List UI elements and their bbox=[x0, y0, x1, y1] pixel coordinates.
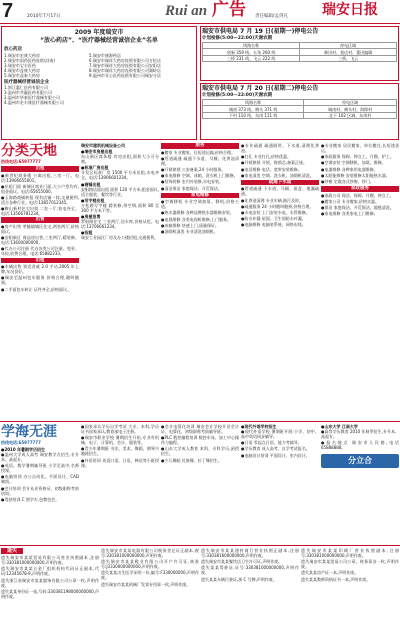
rooms-block bbox=[81, 149, 159, 164]
ad-item: 遗失某某教师资格证书一本,声明作废。 bbox=[301, 576, 371, 582]
ad-item: ●空调安装 空调移机、加氨、维修。 bbox=[321, 160, 386, 166]
ad-item: ●驾驶培训 C 照学车,包教包会。 bbox=[1, 496, 60, 502]
list-item: 2.温州市华泰医疗器械有限公司 bbox=[4, 95, 60, 101]
ad-item: ●鞍山新村住宅出租 二室一厅,家电齐全。电话:13566781234。 bbox=[1, 206, 79, 217]
ad-item: ●电脑维修 电脑装系统、网络布线。 bbox=[241, 222, 306, 228]
list-item: 4.温州市宏丰康医疗器械有限公司 bbox=[4, 100, 64, 106]
table-row bbox=[203, 55, 397, 62]
rooms-block bbox=[81, 230, 159, 240]
ad-item: ●开锁换锁 开锁、换锁芯,备案正规。 bbox=[241, 160, 308, 166]
rooms-block bbox=[81, 214, 159, 229]
ad-heading: ●标准厂房出租 bbox=[81, 165, 109, 171]
table-header: 线路名称 bbox=[203, 99, 304, 106]
classified-column-5 bbox=[321, 143, 399, 418]
ad-heading: ●房屋急售 bbox=[81, 213, 101, 219]
ad-item: ●管道疏通 疏通下水道、马桶、化粪池清理。 bbox=[161, 155, 239, 166]
section-header: 服务 bbox=[161, 143, 239, 149]
list-item: 9.温州市亚心医药连锁有限公司瑞安分店 bbox=[89, 72, 161, 78]
study-heading: ●现代外语学校招生 bbox=[241, 424, 277, 429]
ad-item: 遗失瑞安市某某五金厂组织机构代码证正副本,代码:12345678-9,声明作废。 bbox=[1, 566, 99, 577]
ad-item: 遗失瑞安市某某印刷厂营业执照副本,注册号:330381000000000,声明作废。 bbox=[301, 548, 399, 558]
ad-item: ●出租门面 新城区商业门面,大小户型均有,租金面议。电话:65655000。 bbox=[1, 183, 79, 194]
study-hotline: 热线电话:65977777 bbox=[1, 440, 41, 445]
ad-item: ●家电维修 空调、冰箱、洗衣机上门维修。 bbox=[161, 173, 238, 179]
classified-hotline: 热线电话:65977777 bbox=[1, 159, 41, 164]
ad-item: 瑞安工业园区厂房及办公楼招租,交通便利。 bbox=[81, 235, 159, 241]
ad-item: ●新世纪商务楼 公寓出租,三房一厅。电话:13906655001。 bbox=[1, 172, 79, 183]
list-item: 3.温州市共赢医药有限公司 bbox=[4, 90, 52, 96]
table-header: 停电区域 bbox=[300, 42, 397, 49]
list-item: 8.瑞安市瑞祥大药房连锁有限公司湖岭店 bbox=[89, 67, 161, 73]
ad-item: 遗失某某驾驶证,证号:330381000000000,声明作废。 bbox=[201, 565, 299, 576]
ad-item: 遗失某某身份证一张,号码:330381198000000000,声明作废。 bbox=[1, 588, 99, 599]
ad-item: ●化粪池清理 专业车辆,抽污及时。 bbox=[241, 197, 304, 203]
lost-column-3 bbox=[201, 548, 299, 640]
section-header: 家电维修 bbox=[161, 193, 239, 199]
ad-item: 罗阳路住宅 三室两厅,送车库,价格从优。电话:13706661234。 bbox=[81, 218, 159, 229]
ad-item: ●热水器维修 各种品牌热水器维修安装。 bbox=[161, 210, 234, 216]
ad-item: 安阳路店面出租 面积 120 平方米,租金面议,适合服装、餐饮等行业。 bbox=[81, 186, 159, 197]
ad-item: ●会计电算化培训 瑞安会计学校开设会计证、电算化、初级职称考前辅导班。 bbox=[161, 424, 239, 434]
list-item: 2.瑞安市国药医药连锁店(南) bbox=[4, 57, 55, 63]
ad-heading: ●招租 bbox=[81, 230, 93, 236]
ad-item: ●电视维修 各类电视机维修,上门服务。 bbox=[161, 216, 232, 222]
ad-item: ●二手面包车转让 证件齐全,价格面议。 bbox=[1, 286, 72, 292]
list-item: 5.瑞安市康源药店 bbox=[89, 52, 121, 58]
ad-item: ●PLC 数控编程培训 数控车床、加工中心操作与编程。 bbox=[161, 435, 239, 446]
ad-item: ●家电维修 各类家电上门维修。 bbox=[321, 211, 378, 217]
lost-column-1 bbox=[1, 548, 99, 640]
table-header: 停电区域 bbox=[304, 99, 397, 106]
ad-item: 东山新区商务楼 有房出租,面积大小可分割。 bbox=[81, 154, 159, 165]
classified-column-2 bbox=[81, 143, 159, 418]
ad-item: ●安阳新区 商品房出售,三室两厅,精装修。电话:13600000000。 bbox=[1, 235, 79, 246]
pharmacy-list-a bbox=[4, 53, 86, 78]
rooms-block bbox=[81, 182, 159, 197]
ad-item: ●少儿舞蹈 民族舞、拉丁舞招生。 bbox=[161, 457, 222, 463]
table-row bbox=[203, 106, 397, 113]
ad-item: ●打孔 专业打孔,价格优惠。 bbox=[241, 154, 292, 160]
ad-item: 遗失瑞安市某某贸易公司公章、财务章各一枚,声明作废。 bbox=[301, 559, 399, 570]
ad-item: ●日语 零起点日语、能力考辅导。 bbox=[241, 440, 302, 446]
section-header: 出租 bbox=[1, 166, 79, 172]
medical-list bbox=[4, 85, 194, 105]
ad-item: 遗失瑞安市某某贸易有限公司营业执照副本,注册号:330381000000000,声明作废。 bbox=[1, 555, 99, 566]
ad-item: ●电话维修 电话、宽带安装维修。 bbox=[241, 166, 302, 172]
ad-item: ●开锁换锁 公安备案,24 小时服务。 bbox=[161, 167, 226, 172]
school-heading: ●山东大学 江南大学 bbox=[321, 424, 358, 429]
section-title: 广告 bbox=[212, 0, 246, 20]
ad-item: ●管道疏通 下水道、马桶、面盆、地漏疏通。 bbox=[241, 186, 319, 197]
newspaper-logo: 瑞安日报 bbox=[322, 2, 378, 18]
table-cell: 城南村、梅头村、海郎村 bbox=[304, 106, 397, 113]
table-header: 线路名称 bbox=[203, 42, 300, 49]
notice-subtitle-pharmacy: 放心药店 bbox=[4, 47, 22, 52]
list-item: 7.瑞安市瑞祥大药房连锁有限公司安阳店 bbox=[89, 62, 161, 68]
power-title: 瑞安市供电局 7 月 20 日(星期二)停电公告 bbox=[202, 85, 319, 92]
ad-item: 遗失瑞安市某某电器有限公司税务登记证正副本,税号:330381000000000,声明作废。 bbox=[101, 548, 199, 558]
ad-intro: 瑞安市建筑机械设备公司 bbox=[81, 143, 125, 148]
lost-heading: 遗失 bbox=[1, 548, 23, 554]
ad-heading: ●写字楼出租 bbox=[81, 197, 105, 203]
ad-item: ●空调移机 专业空调加氨、移机,价格公道。 bbox=[161, 199, 239, 210]
page-header bbox=[0, 0, 400, 24]
ad-item: ●代办公司注册 代办各类公司注册、变更、年检,收费合理。电话:65882233。 bbox=[1, 246, 79, 257]
table-cell: 北下 102 区域、东岗村 bbox=[304, 112, 397, 119]
ad-item: ●学历教育 成人高考、自学考试报名。 bbox=[241, 446, 310, 452]
pharmacy-list-b bbox=[89, 53, 194, 78]
ad-item: ●电器维修 各种家用电器维修。 bbox=[321, 166, 378, 172]
ad-item: ●玉海路商铺转租 现有店铺一间,交通便利,适合各种行业。电话:13857012345。 bbox=[1, 195, 79, 205]
ad-item: ●电脑培训 办公自动化、平面设计、CAD 制图。 bbox=[1, 474, 79, 485]
ad-item: ●会计培训 会计从业资格证、初级职称考前培训。 bbox=[1, 485, 79, 496]
divider bbox=[0, 545, 400, 546]
lost-column-2 bbox=[101, 548, 199, 640]
table-row bbox=[203, 49, 397, 56]
ad-item: ●水电安装 上门安装水电、水管维修。 bbox=[241, 209, 310, 215]
section-header: 家政服务 bbox=[321, 186, 399, 192]
ad-item: ●专业疏通 疏通厕所、下水道,清理化粪池。 bbox=[241, 143, 319, 153]
study-column-3 bbox=[161, 424, 239, 542]
list-item: 4.瑞安市益康大药房 bbox=[4, 67, 40, 73]
ad-item: ●家政服务 保姆、钟点工、月嫂、护工。 bbox=[321, 154, 394, 160]
ad-item: 遗失瑞安市某某餐饮店卫生许可证,声明作废。 bbox=[201, 559, 283, 565]
study-column-5 bbox=[321, 424, 399, 542]
ad-item: ●专业搬家 居民搬家、单位搬迁,长短途货运。 bbox=[321, 143, 399, 153]
table-cell: 韩田村、莫店村、董田编辑 bbox=[300, 49, 397, 56]
ad-item: ●温州大学成人高考 瑞安教学点招生,专升本、高起专。 bbox=[1, 452, 79, 462]
ad-item: ●装饰装修 室内外装修,水电安装。 bbox=[161, 179, 224, 185]
notice-subtitle-medical: 医疗器械经营诚信企业 bbox=[4, 79, 49, 85]
ad-item: 遗失瑞安市某某机械厂发票专用章一枚,声明作废。 bbox=[101, 581, 191, 587]
study-title: 学海无涯 bbox=[1, 424, 57, 440]
ad-item: ●冰箱维修 快速上门,质量保证。 bbox=[161, 222, 220, 228]
ad-item: ●太阳能维修 安装维修太阳能热水器。 bbox=[321, 172, 390, 178]
classified-column-3 bbox=[161, 143, 239, 418]
rooms-block bbox=[81, 165, 159, 180]
classified-column-4 bbox=[241, 143, 319, 418]
study-column-1 bbox=[1, 424, 79, 542]
notice-title: 2009 年度瑞安市 “放心药店”、“医疗器械经营诚信企业”名单 bbox=[40, 29, 158, 44]
table-cell: 三桥、飞云 bbox=[300, 55, 397, 62]
section-header: 疏通下水道 bbox=[241, 180, 319, 186]
ad-item: ●国家承认学历自学考试 大专、本科,学历证书国家承认,教育部电子注册。 bbox=[81, 424, 159, 434]
ad-item: ●车辆出售 别克君威 2.0 手动,2005 年上牌,车况良好。 bbox=[1, 264, 79, 275]
lost-column-4 bbox=[301, 548, 399, 640]
list-item: 1.瑞安市宏康大药房 bbox=[4, 52, 40, 58]
ad-item: 万松路写字楼 精装修,带空调,面积 80 至 300 平方米不等。 bbox=[81, 202, 159, 213]
ad-item: ●英语、数学暑期辅导班 小学至高中,名师授课。 bbox=[1, 463, 79, 474]
editor-credit: 责任编辑/孟剑凡 bbox=[255, 14, 289, 19]
study-column-2 bbox=[81, 424, 159, 542]
classified-title: 分类天地 bbox=[1, 143, 57, 159]
ad-item: ●搬家公司 专业搬家,价格实惠。 bbox=[321, 198, 380, 204]
ad-item: ●瑞安至温州包车服务 价格合理,随叫随到。 bbox=[1, 275, 79, 286]
ad-item: ●高等学历教育 2010 年秋季招生,专升本、高起专。 bbox=[321, 429, 399, 439]
ad-item: ●房产出售 莘塍镇城区住宅,两室两厅,价格面议。 bbox=[1, 224, 79, 234]
table-cell: 三桥 231 线、飞云 222 线 bbox=[203, 55, 300, 62]
ad-item: ●山东大学成人教育 本科、专科学历,函授招生。 bbox=[161, 446, 239, 457]
issue-date: 2010年7月17日 bbox=[27, 14, 61, 19]
ad-item: 遗失浙江省瑞安市某某服饰有限公司公章一枚,声明作废。 bbox=[1, 577, 99, 588]
list-item: 1.浙江惠仁医药有限公司 bbox=[4, 85, 48, 91]
ad-item: ●报名地点 瑞安市人民路,电话 65888888。 bbox=[321, 440, 399, 451]
ad-item: 遗失瑞安市某某建材商行营业执照正副本,注册号:330381600000000,声明作废。 bbox=[201, 548, 299, 558]
ad-item: ●青少年暑期班 书法、美术、舞蹈、钢琴兴趣班招生。 bbox=[81, 446, 159, 457]
ad-item: ●家电清洗 空调、洗衣机、油烟机清洗。 bbox=[241, 172, 314, 178]
table-row bbox=[203, 112, 397, 119]
power-time: 计划检修(5:00—22:00)天谢农期 bbox=[202, 93, 273, 98]
page-number: 7 bbox=[2, 0, 14, 22]
ad-item: ●保洁 家庭保洁、开荒保洁、地毯清洗。 bbox=[321, 204, 394, 210]
list-item: 5.瑞安市益泰大药房 bbox=[4, 72, 40, 78]
ad-item: ●现代外语学校 暑期班开班:小学、初中、高中英语同步辅导。 bbox=[241, 429, 319, 439]
power-table bbox=[202, 99, 397, 120]
ad-item: ●油烟机清洗 专业清洗油烟机。 bbox=[161, 228, 218, 234]
list-item: 6.瑞安市瑞祥大药房连锁有限公司万松店 bbox=[89, 57, 161, 63]
table-cell: 创新 359 线、五角 260 线 bbox=[203, 49, 300, 56]
ad-item: ●清洁保洁 家庭保洁、开荒保洁。 bbox=[161, 185, 222, 191]
list-item: 3.瑞安市宝丰医药 bbox=[4, 62, 36, 68]
ad-heading: ●瑞安市房屋出租 bbox=[81, 149, 113, 155]
ad-item: ●电脑设计培训 平面设计、室内设计。 bbox=[241, 452, 310, 458]
school-banner: 分立合 bbox=[321, 454, 399, 468]
ad-item: ●纱窗 定做各式纱窗、纱门。 bbox=[321, 178, 374, 184]
study-heading: ●2010 年暑期学历招生 bbox=[1, 447, 46, 452]
power-outage-notice-2 bbox=[200, 83, 399, 140]
power-table bbox=[202, 42, 397, 63]
study-column-4 bbox=[241, 424, 319, 542]
ad-item: 遗失瑞安市某某鞋业有限公司开户许可证,核准号:J3330000000000,声明作废。 bbox=[101, 559, 199, 570]
pharmacy-notice bbox=[1, 26, 197, 140]
brand-text: Rui an bbox=[165, 3, 208, 19]
ad-item: ●防水补漏 屋面、卫生间防水补漏。 bbox=[241, 216, 306, 222]
ad-item: ●瑞安市职业学校 暑期招生开始,专业有机械、电子、计算机、会计、服装等。 bbox=[81, 435, 159, 446]
power-outage-notice-1 bbox=[200, 26, 399, 81]
ad-item: ●疏通服务 24 小时随叫随到,价格合理。 bbox=[241, 203, 314, 209]
ad-item: 遗失某某车辆行驶证,浙 C 号牌,声明作废。 bbox=[201, 576, 277, 582]
ad-item: 开发区标准厂房 1500 平方米出租,水电齐全。电话:13906601234。 bbox=[81, 170, 159, 181]
power-time: 计划检修(5:00—22:00)天谢农期 bbox=[202, 36, 273, 41]
table-cell: 下村 110 线、东岗 111 线 bbox=[203, 112, 304, 119]
table-cell: 城南 373 线、梅头 371 线 bbox=[203, 106, 304, 113]
ad-item: ●搬家 专业搬家、长短途运输,价格合理。 bbox=[161, 149, 236, 155]
ad-heading: ●商铺出租 bbox=[81, 181, 101, 187]
ad-item: ●外语培训 英语口语、日语、韩语等小班授课。 bbox=[81, 457, 159, 468]
ad-item: ●家政公司 保洁、保姆、月嫂、钟点工。 bbox=[321, 192, 394, 198]
power-title: 瑞安市供电局 7 月 19 日(星期一)停电公告 bbox=[202, 28, 319, 35]
ad-item: 遗失某某房产证一本,声明作废。 bbox=[301, 570, 359, 576]
ad-item: 遗失某某出生医学证明一份,编号:F330000000,声明作废。 bbox=[101, 570, 199, 581]
divider bbox=[0, 421, 400, 422]
rooms-block bbox=[81, 198, 159, 213]
section-header: 出租 bbox=[1, 258, 79, 264]
classified-column-1 bbox=[1, 143, 79, 418]
section-header: 出售 bbox=[1, 217, 79, 223]
